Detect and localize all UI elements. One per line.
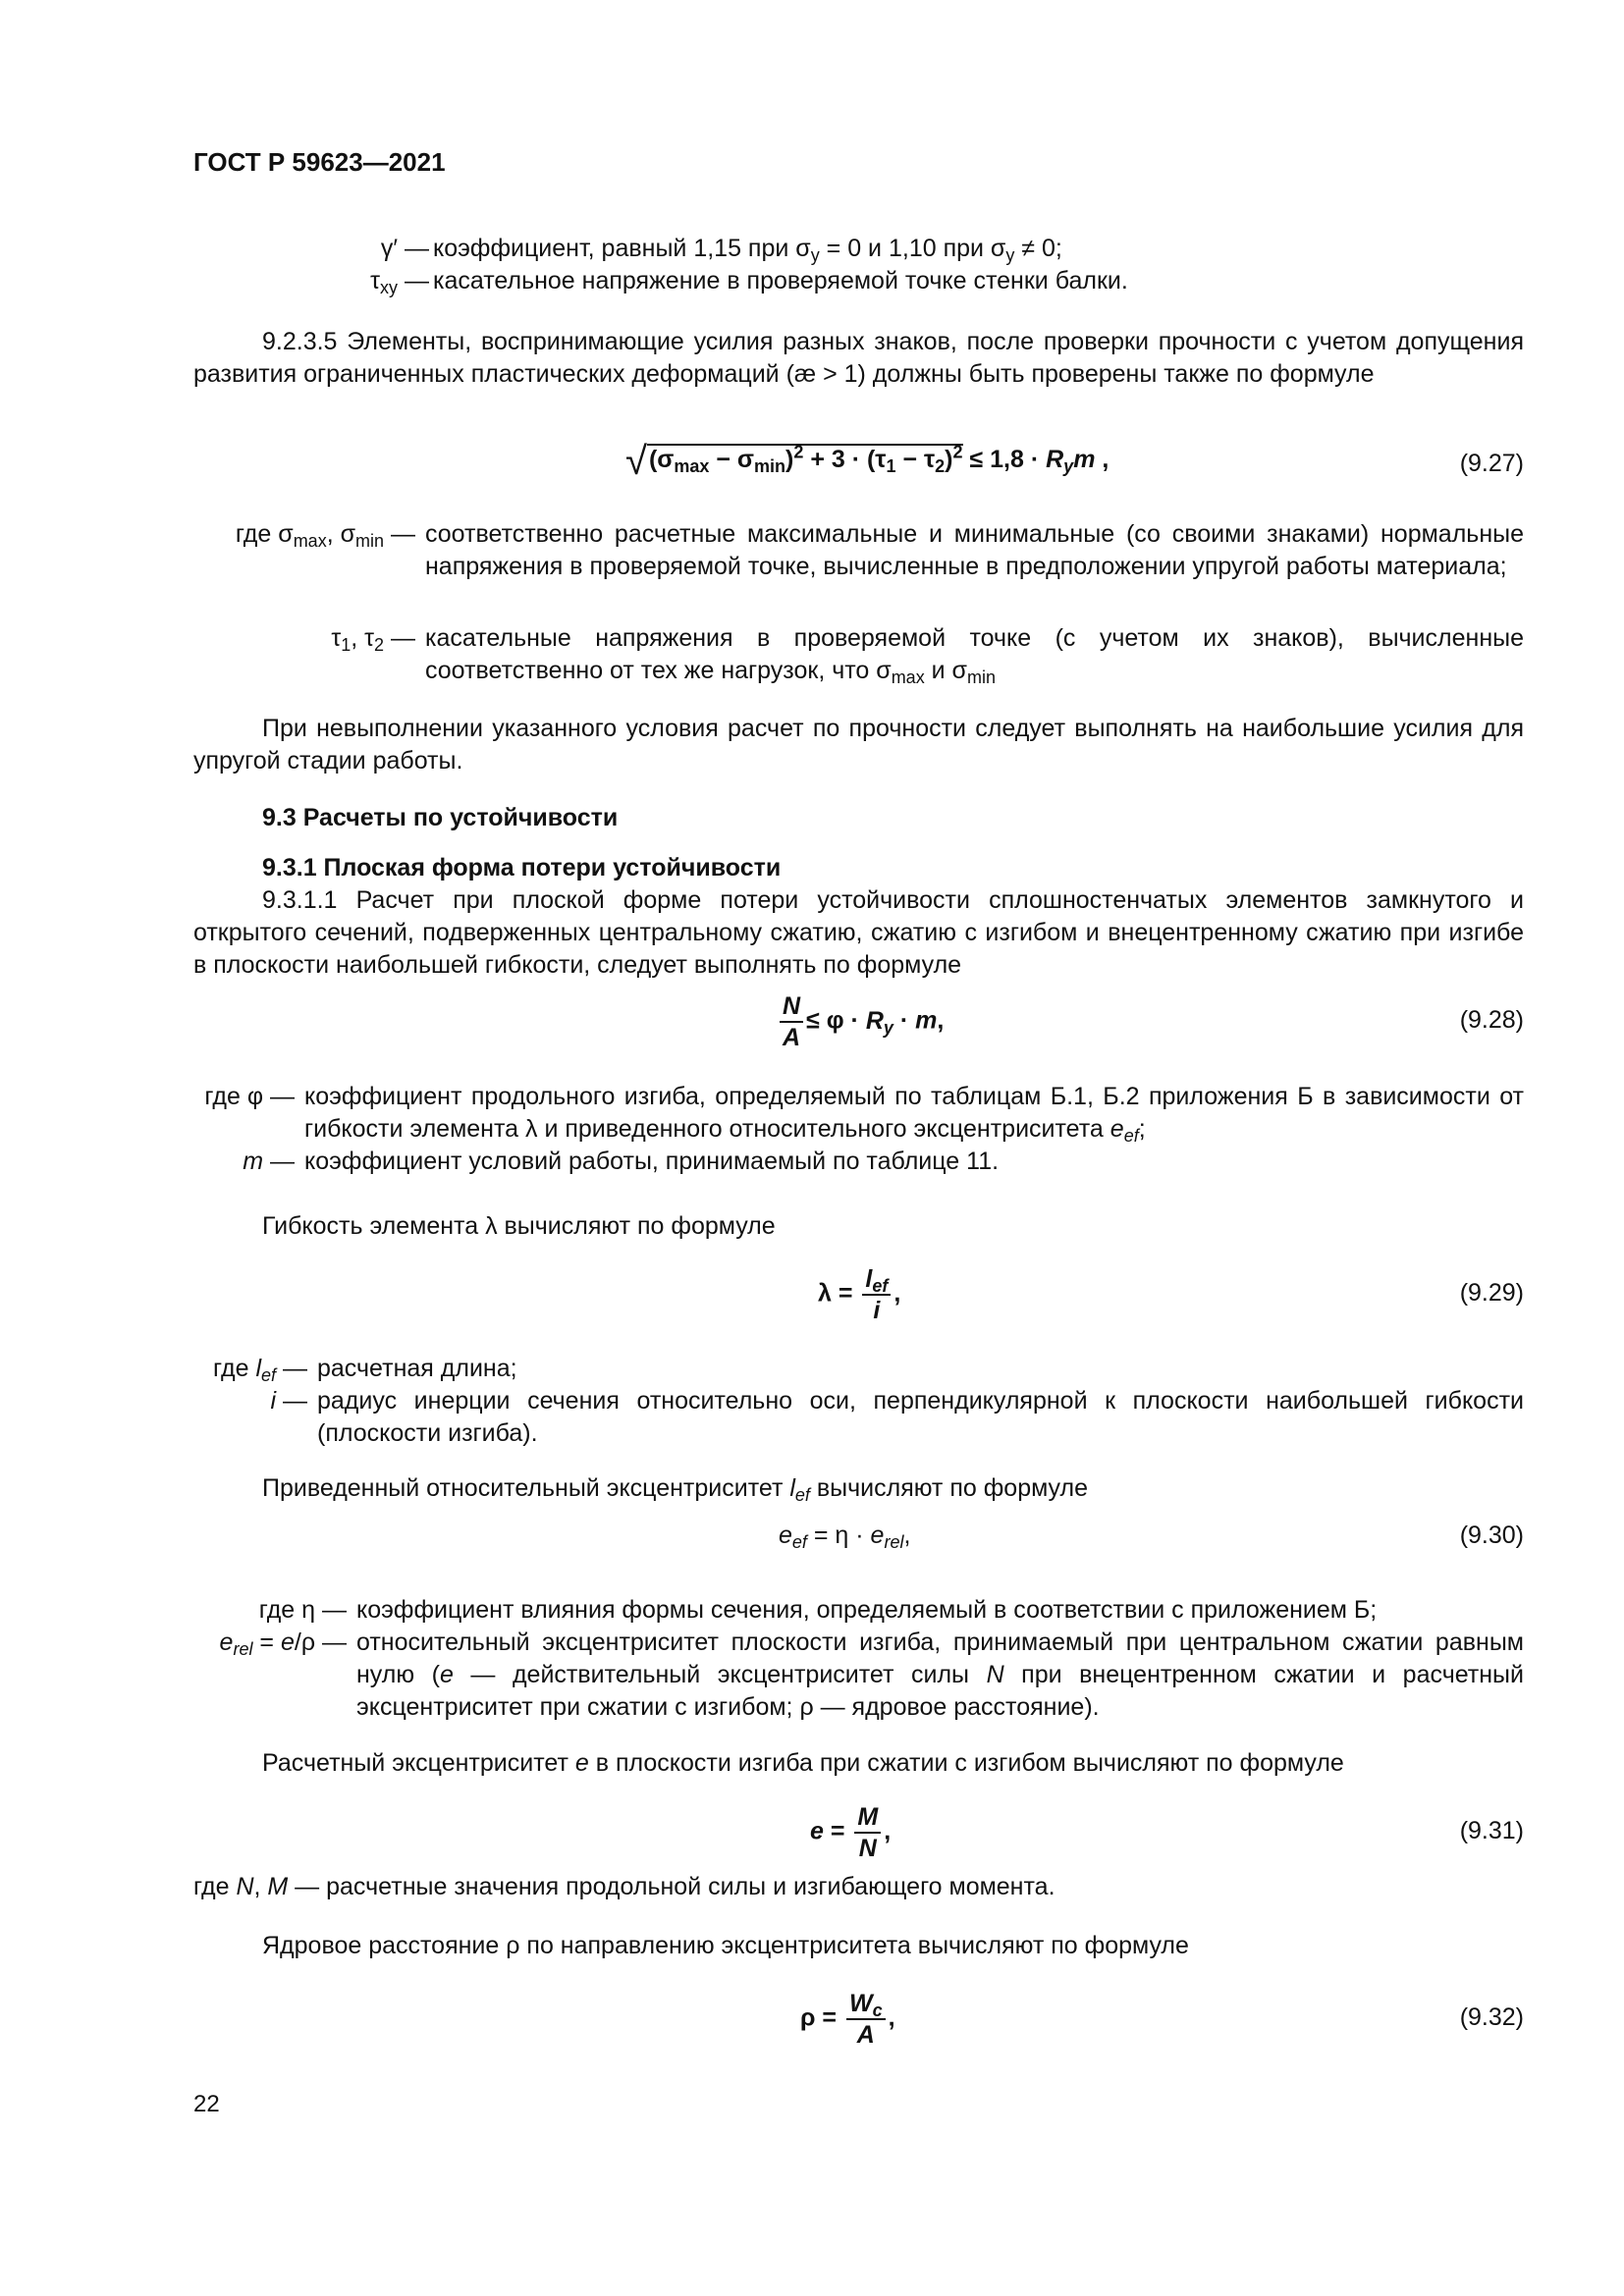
def-term: $\tau_1$, $\tau_2$ — [331,624,415,655]
formula: $e_{ef} = \eta \cdot e_{rel}$, [779,1522,911,1552]
def-term: m — [243,1148,295,1175]
equation-9-29 [193,1264,1524,1329]
equation-9-32 [193,1989,1524,2054]
document-header: ГОСТ Р 59623—2021 [193,147,446,177]
def-term: $\tau_{xy}$ — [370,267,429,297]
equation-number: (9.30) [1459,1522,1524,1549]
def-text: соответственно расчетные максимальные и минимальные (со своими знаками) нормальные напряжения в проверяемой точке, вычисленные в предположении упругой работы материала; [425,520,1524,580]
paragraph-fail-condition: При невыполнении указанного условия расчет по прочности следует выполнять на наибольшие усилия для упругой стадии работы. [193,715,1524,774]
definition-n-m: где N, M — расчетные значения продольной силы и изгибающего момента. [193,1873,1056,1900]
section-heading-9-3: 9.3 Расчеты по устойчивости [262,804,619,831]
def-term: где η — [258,1596,347,1624]
def-text: коэффициент условий работы, принимаемый по таблице 11. [304,1148,1000,1175]
formula: e = $\frac{M}{N}$ , [810,1803,892,1862]
def-term: где $\sigma_{max}$, $\sigma_{min}$ — [235,520,415,551]
def-term: i — [270,1387,307,1415]
paragraph-design-eccentricity: Расчетный эксцентриситет e в плоскости изгиба при сжатии с изгибом вычисляют по формуле [262,1749,1344,1777]
paragraph-core-distance: Ядровое расстояние ρ по направлению эксцентриситета вычисляют по формуле [262,1932,1189,1959]
formula: λ = $\frac{l_{ef}}{i}$ , [818,1265,901,1324]
def-text: относительный эксцентриситет плоскости изгиба, принимаемый при центральном сжатии равным нулю (e — действительный эксцентриситет силы N при внецентренном сжатии и расчетный эксцентриситет при сжатии с изгибом; ρ — ядровое расстояние). [356,1629,1524,1721]
def-text: расчетная длина; [317,1355,517,1382]
equation-9-30 [193,1522,1524,1561]
section-heading-9-3-1: 9.3.1 Плоская форма потери устойчивости [262,854,782,881]
paragraph-9-3-1-1: 9.3.1.1 Расчет при плоской форме потери устойчивости сплошностенчатых элементов замкнутого и открытого сечений, подверженных центральному сжатию, сжатию с изгибом и внецентренному сжатию при изгибе в плоскости наибольшей гибкости, следует выполнять по формуле [193,886,1524,979]
equation-number: (9.28) [1459,1006,1524,1034]
equation-number: (9.27) [1459,450,1524,477]
def-text: коэффициент продольного изгиба, определяемый по таблицам Б.1, Б.2 приложения Б в зависимости от гибкости элемента λ и приведенного относительного эксцентриситета $e_{ef}$; [304,1083,1524,1146]
def-term: где φ — [204,1083,295,1110]
paragraph-9-2-3-5: 9.2.3.5 Элементы, воспринимающие усилия разных знаков, после проверки прочности с учетом допущения развития ограниченных пластических деформаций (æ > 1) должны быть проверены также по формуле [193,328,1524,388]
formula: ρ = $\frac{W_c}{A}$ , [800,1990,895,2049]
def-text: касательные напряжения в проверяемой точке (с учетом их знаков), вычисленные соответственно от тех же нагрузок, что $\sigma_{max}$ и $\sigma_{min}$ [425,624,1524,687]
equation-number: (9.29) [1459,1279,1524,1307]
formula: $√(\sigma_{max} - \sigma_{min})^2 + 3 \cdot (\tau_1 - \tau_2)^2 \le 1,8 \cdot R_ym$ , [625,440,1110,483]
paragraph-slenderness: Гибкость элемента λ вычисляют по формуле [262,1212,776,1240]
equation-number: (9.32) [1459,2003,1524,2031]
def-term: $e_{rel} = e/\rho$ — [219,1629,347,1659]
page-number: 22 [193,2091,220,2117]
def-term: γ′ — [380,235,429,262]
def-term: где $l_{ef}$ — [213,1355,307,1385]
def-text: радиус инерции сечения относительно оси, перпендикулярной к плоскости наибольшей гибкости (плоскости изгиба). [317,1387,1524,1447]
equation-9-31 [193,1802,1524,1867]
paragraph-eccentricity-ref: Приведенный относительный эксцентриситет $l_{ef}$ вычисляют по формуле [262,1474,1089,1505]
equation-9-27 [193,440,1524,489]
def-text: коэффициент влияния формы сечения, определяемый в соответствии с приложением Б; [356,1596,1378,1624]
def-text: коэффициент, равный 1,15 при $\sigma_y = 0$ и 1,10 при $\sigma_y \ne 0$; [433,235,1062,265]
def-text: касательное напряжение в проверяемой точке стенки балки. [433,267,1128,294]
formula: $\frac{N}{A}$ ≤ $\varphi \cdot R_y \cdot m$, [777,991,944,1052]
equation-9-28 [193,991,1524,1056]
equation-number: (9.31) [1459,1817,1524,1844]
